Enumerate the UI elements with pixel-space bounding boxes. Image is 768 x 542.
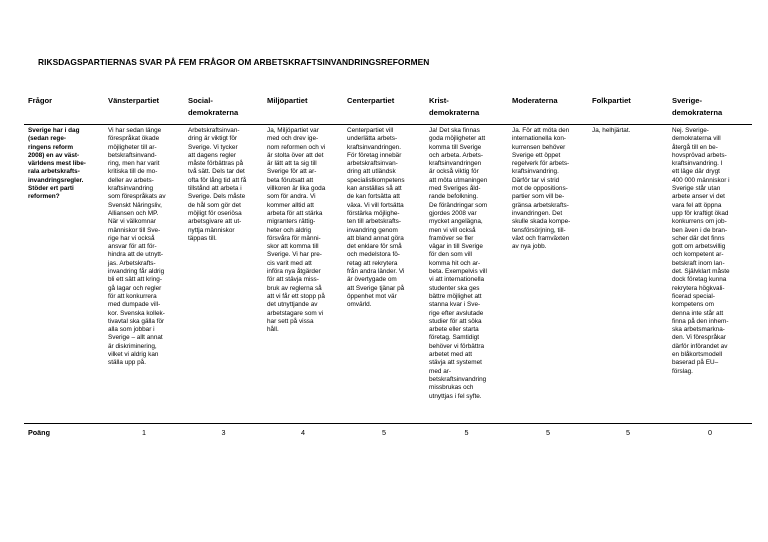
score-cell: 0	[668, 424, 752, 441]
answer-cell: Arbetskraftsinvan- dring är viktigt för Sverige. Vi tycker att dagens regler måste förbättras på två sätt. Dels tar det ofta för lång tid att få tillstånd att arbeta i Sverige. Dels måste de hål som gör det möjligt för oseriösa arbetsgivare att ut- nyttja människor täppas till.	[184, 125, 263, 424]
header-row	[24, 89, 752, 125]
header-cell: Krist- demokraterna	[429, 96, 480, 117]
score-cell: 5	[508, 424, 588, 441]
score-cell: 3	[184, 424, 263, 441]
table-row	[24, 125, 752, 424]
score-row	[24, 424, 752, 441]
header-cell: Miljöpartiet	[267, 96, 308, 105]
score-label: Poäng	[24, 424, 104, 441]
document-title: RIKSDAGSPARTIERNAS SVAR PÅ FEM FRÅGOR OM ARBETSKRAFTSINVANDRINGSREFORMEN	[38, 57, 430, 67]
question-cell: Sverige har i dag (sedan rege- ringens reform 2008) en av väst- världens mest libe- rala arbetskrafts- invandringsregler. Stöder ert parti reformen?	[24, 125, 104, 424]
score-cell: 5	[343, 424, 425, 441]
answer-cell: Ja, helhjärtat.	[588, 125, 668, 424]
answer-cell: Ja. För att möta den internationella kon- kurrensen behöver Sverige ett öppet regelverk för arbets- kraftsinvandring. Därför tar vi strid mot de oppositions- partier som vill be- gränsa arbetskrafts- invandringen. Det skulle skada kompe- tensförsörjning, till- växt och framväxten av nya jobb.	[508, 125, 588, 424]
answer-cell: Vi har sedan länge förespråkat ökade möjligheter till ar- betskraftsinvand- ring, men har varit kritiska till de mo- deller av arbets- kraftsinvandring som förespråkats av Svenskt Näringsliv, Alliansen och MP. När vi välkomnar människor till Sve- rige har vi också ansvar för att för- hindra att de utnytt- jas. Arbetskrafts- invandring får aldrig bli ett sätt att kring- gå lagar och regler för att konkurrera med dumpade vill- kor. Svenska kollek- tivavtal ska gälla för alla som jobbar i Sverige – allt annat är diskriminering, vilket vi aldrig kan ställa upp på.	[104, 125, 184, 424]
header-cell: Social- demokraterna	[188, 96, 239, 117]
header-cell: Centerpartiet	[347, 96, 395, 105]
header-cell: Folkpartiet	[592, 96, 631, 105]
answer-cell: Ja, Miljöpartiet var med och drev ige- nom reformen och vi är stolta över att det är lätt att ta sig till Sverige för att ar- beta förutsatt att villkoren är lika goda som för andra. Vi kommer alltid att arbeta för att stärka migranters rättig- heter och aldrig försvåra för männi- skor att komma till Sverige. Vi har pre- cis varit med att införa nya åtgärder för att stävja miss- bruk av reglerna så att vi får ett stopp på det utnyttjande av arbetstagare som vi har sett på vissa håll.	[263, 125, 343, 424]
answer-cell: Ja! Det ska finnas goda möjligheter att komma till Sverige och arbeta. Arbets- kraftsinvandringen är också viktig för att möta utmaningen med Sveriges åld- rande befolkning. De förändringar som gjordes 2008 var mycket angelägna, men vi vill också framöver se fler vägar in till Sverige för den som vill komma hit och ar- beta. Exempelvis vill vi att internationella studenter ska ges bättre möjlighet att stanna kvar i Sve- rige efter avslutade studier för att söka arbete eller starta företag. Samtidigt behöver vi förbättra arbetet med att stävja att systemet med ar- betskraftsinvandring missbrukas och utnyttjas i fel syfte.	[425, 125, 508, 424]
header-cell: Vänsterpartiet	[108, 96, 160, 105]
score-cell: 1	[104, 424, 184, 441]
header-cell: Frågor	[28, 96, 53, 105]
header-cell: Sverige- demokraterna	[672, 96, 723, 117]
header-cell: Moderaterna	[512, 96, 558, 105]
answer-cell: Centerpartiet vill underlätta arbets- kraftsinvandringen. För företag innebär arbetskraftsinvan- dring att utländsk specialistkompetens kan anställas så att de kan fortsätta att växa. Vi vill fortsätta förstärka möjlighe- ten till arbetskrafts- invandring genom att bland annat göra det enklare för små och medelstora fö- retag att rekrytera från andra länder. Vi är övertygade om att Sverige tjänar på öppenhet mot vär omvärld.	[343, 125, 425, 424]
answer-cell: Nej. Sverige- demokraterna vill återgå till en be- hovsprövad arbets- kraftsinvandring. I ett läge där drygt 400 000 människor i Sverige står utan arbete anser vi det vara fel att öppna upp för kraftigt ökad konkurrens om job- ben även i de bran- scher där det finns gott om arbetsvillig och kompetent ar- betskraft inom lan- det. Självklart måste dock företag kunna rekrytera högkvali- ficerad special- kompetens om denna inte står att finna på den inhem- ska arbetsmarkna- den. Vi förespråkar därför införandet av en blåkortsmodell baserad på EU– förslag.	[668, 125, 752, 424]
score-cell: 4	[263, 424, 343, 441]
party-answers-table	[24, 89, 752, 440]
score-cell: 5	[425, 424, 508, 441]
score-cell: 5	[588, 424, 668, 441]
